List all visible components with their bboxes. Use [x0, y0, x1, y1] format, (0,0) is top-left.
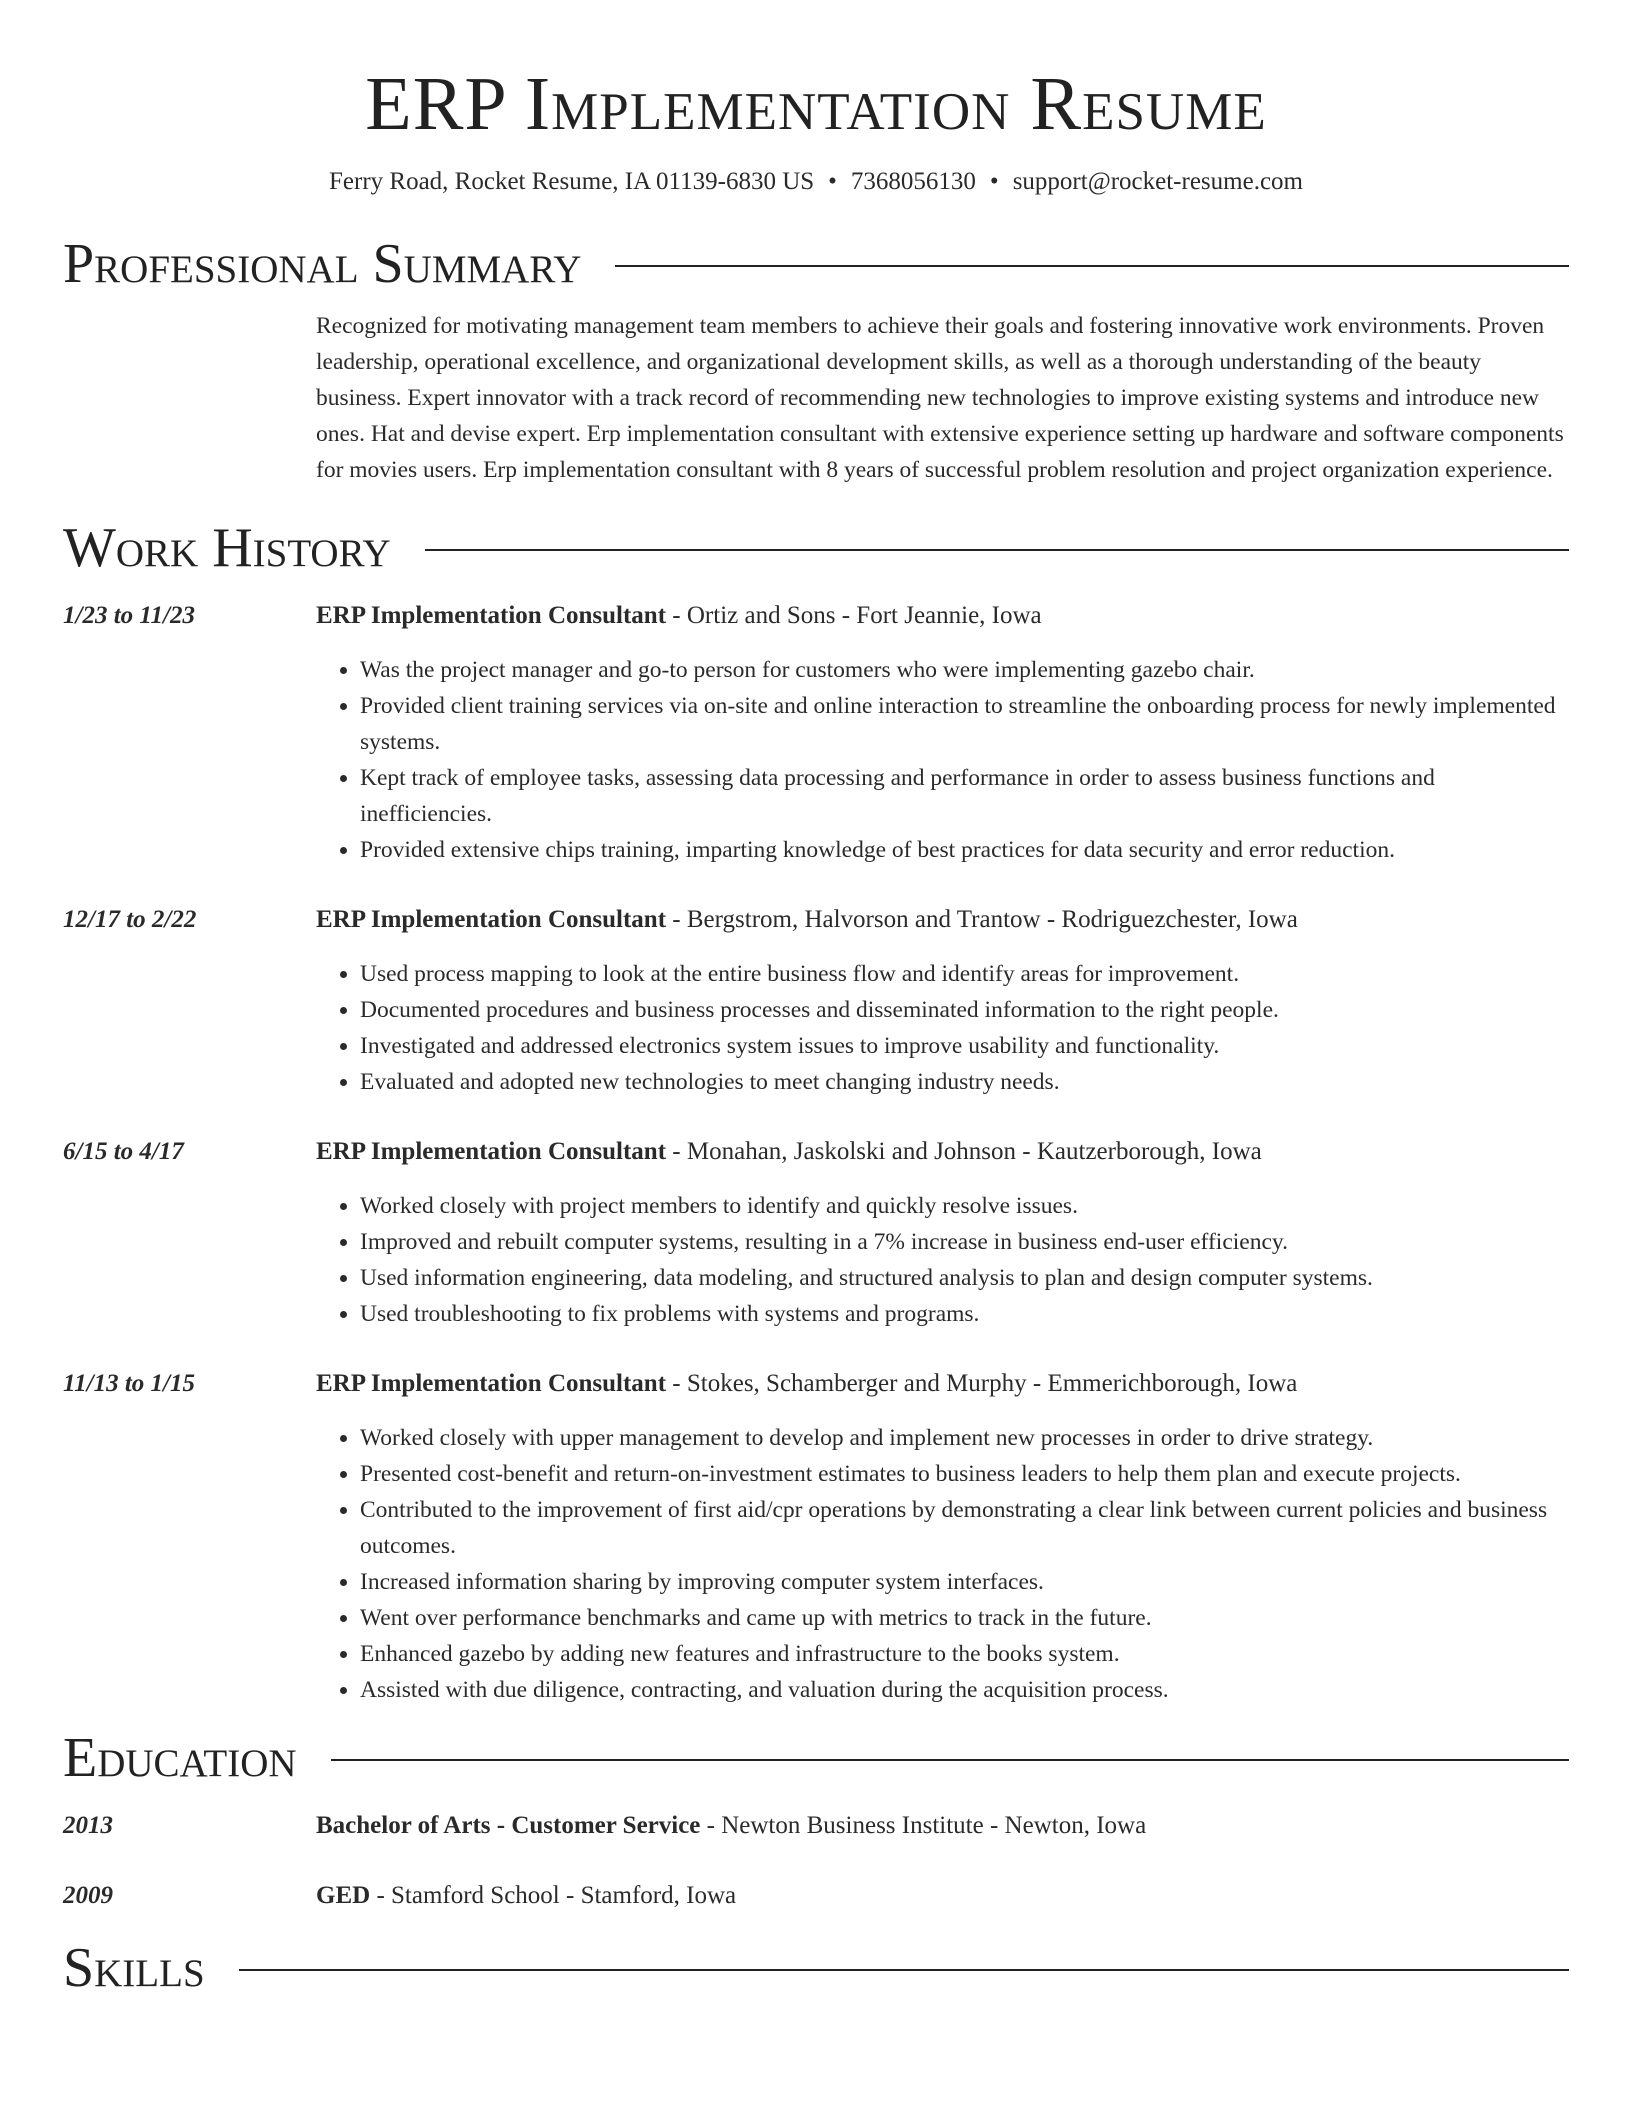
education-heading-rule — [331, 1759, 1569, 1761]
education-main — [316, 1808, 1569, 1844]
job-details: - Ortiz and Sons - Fort Jeannie, Iowa — [666, 602, 1042, 629]
job-bullet: • Documented procedures and business processes and disseminated information to the right people. — [360, 992, 1569, 1028]
work-history-heading-rule — [425, 549, 1569, 551]
contact-email[interactable]: support@rocket-resume.com — [1012, 168, 1303, 195]
summary-heading-text: Professional Summary — [63, 233, 582, 295]
education-details: - Stamford School - Stamford, Iowa — [370, 1882, 737, 1909]
job-bullet: • Improved and rebuilt computer systems, resulting in a 7% increase in business end-user efficiency. — [360, 1224, 1569, 1260]
job-bullet: • Used process mapping to look at the entire business flow and identify areas for improvement. — [360, 956, 1569, 992]
job-bullet: • Assisted with due diligence, contracting, and valuation during the acquisition process. — [360, 1672, 1569, 1708]
job-main — [316, 1134, 1569, 1332]
job-entry — [63, 1134, 1569, 1332]
education-year: 2009 — [63, 1882, 113, 1909]
job-header — [316, 1366, 1569, 1402]
resume-title: ERP Implementation Resume — [365, 62, 1267, 146]
contact-line — [63, 166, 1569, 198]
job-bullet: • Worked closely with upper management to develop and implement new processes in order to drive strategy. — [360, 1420, 1569, 1456]
job-bullets — [316, 1420, 1569, 1708]
education-degree: Bachelor of Arts - Customer Service — [316, 1812, 701, 1839]
contact-address: Ferry Road, Rocket Resume, IA 01139-6830 US — [329, 168, 815, 195]
education-heading-text: Education — [63, 1727, 297, 1789]
job-main — [316, 1366, 1569, 1708]
job-bullets — [316, 652, 1569, 868]
job-dates: 11/13 to 1/15 — [63, 1370, 195, 1397]
skills-heading — [63, 1936, 1569, 2000]
job-details: - Stokes, Schamberger and Murphy - Emmerichborough, Iowa — [666, 1370, 1298, 1397]
summary-heading-rule — [615, 265, 1569, 267]
job-bullet: • Worked closely with project members to identify and quickly resolve issues. — [360, 1188, 1569, 1224]
job-bullet: • Used troubleshooting to fix problems with systems and programs. — [360, 1296, 1569, 1332]
job-dates: 1/23 to 11/23 — [63, 602, 195, 629]
job-bullet: • Provided client training services via on-site and online interaction to streamline the onboarding process for newly implemented systems. — [360, 688, 1569, 760]
job-bullet: • Provided extensive chips training, imparting knowledge of best practices for data security and error reduction. — [360, 832, 1569, 868]
job-bullets — [316, 1188, 1569, 1332]
job-role: ERP Implementation Consultant — [316, 1138, 667, 1165]
education-entry — [63, 1808, 1569, 1844]
job-bullet: • Went over performance benchmarks and came up with metrics to track in the future. — [360, 1600, 1569, 1636]
education-details: - Newton Business Institute - Newton, Iowa — [700, 1812, 1147, 1839]
job-header — [316, 598, 1569, 634]
education-main — [316, 1878, 1569, 1914]
job-entry — [63, 902, 1569, 1100]
job-entry — [63, 1366, 1569, 1708]
job-role: ERP Implementation Consultant — [316, 602, 667, 629]
summary-heading — [63, 232, 1569, 296]
job-header — [316, 1134, 1569, 1170]
job-header — [316, 902, 1569, 938]
work-history-heading — [63, 516, 1569, 580]
education-year: 2013 — [63, 1812, 113, 1839]
job-bullet: • Investigated and addressed electronics system issues to improve usability and functionality. — [360, 1028, 1569, 1064]
job-main — [316, 902, 1569, 1100]
job-bullets — [316, 956, 1569, 1100]
job-bullet: • Was the project manager and go-to person for customers who were implementing gazebo chair. — [360, 652, 1569, 688]
job-bullet: • Evaluated and adopted new technologies to meet changing industry needs. — [360, 1064, 1569, 1100]
job-bullet: • Kept track of employee tasks, assessing data processing and performance in order to assess business functions and inefficiencies. — [360, 760, 1569, 832]
contact-separator: • — [989, 168, 999, 195]
job-role: ERP Implementation Consultant — [316, 906, 667, 933]
skills-heading-rule — [239, 1969, 1569, 1971]
job-bullet: • Contributed to the improvement of first aid/cpr operations by demonstrating a clear link between current policies and business outcomes. — [360, 1492, 1569, 1564]
summary-text: Recognized for motivating management team members to achieve their goals and fostering innovative work environments. Proven leadership, operational excellence, and organizational development skills, as well as a thorough understanding of the beauty business. Expert innovator with a track record of recommending new technologies to improve existing systems and introduce new ones. Hat and devise expert. Erp implementation consultant with extensive experience setting up hardware and software components for movies users. Erp implementation consultant with 8 years of successful problem resolution and project organization experience. — [316, 313, 1564, 483]
job-entry — [63, 598, 1569, 868]
job-dates: 6/15 to 4/17 — [63, 1138, 184, 1165]
job-bullet: • Enhanced gazebo by adding new features and infrastructure to the books system. — [360, 1636, 1569, 1672]
job-details: - Monahan, Jaskolski and Johnson - Kautzerborough, Iowa — [666, 1138, 1262, 1165]
education-entry — [63, 1878, 1569, 1914]
job-bullet: • Increased information sharing by improving computer system interfaces. — [360, 1564, 1569, 1600]
contact-separator: • — [828, 168, 837, 195]
skills-heading-text: Skills — [63, 1937, 205, 1999]
education-degree: GED — [316, 1882, 371, 1909]
job-bullet: • Presented cost-benefit and return-on-investment estimates to business leaders to help them plan and execute projects. — [360, 1456, 1569, 1492]
contact-phone: 7368056130 — [850, 168, 976, 195]
job-role: ERP Implementation Consultant — [316, 1370, 667, 1397]
job-bullet: • Used information engineering, data modeling, and structured analysis to plan and design computer systems. — [360, 1260, 1569, 1296]
job-main — [316, 598, 1569, 868]
education-heading — [63, 1726, 1569, 1790]
job-details: - Bergstrom, Halvorson and Trantow - Rodriguezchester, Iowa — [666, 906, 1298, 933]
work-history-heading-text: Work History — [63, 517, 391, 579]
job-dates: 12/17 to 2/22 — [63, 906, 197, 933]
